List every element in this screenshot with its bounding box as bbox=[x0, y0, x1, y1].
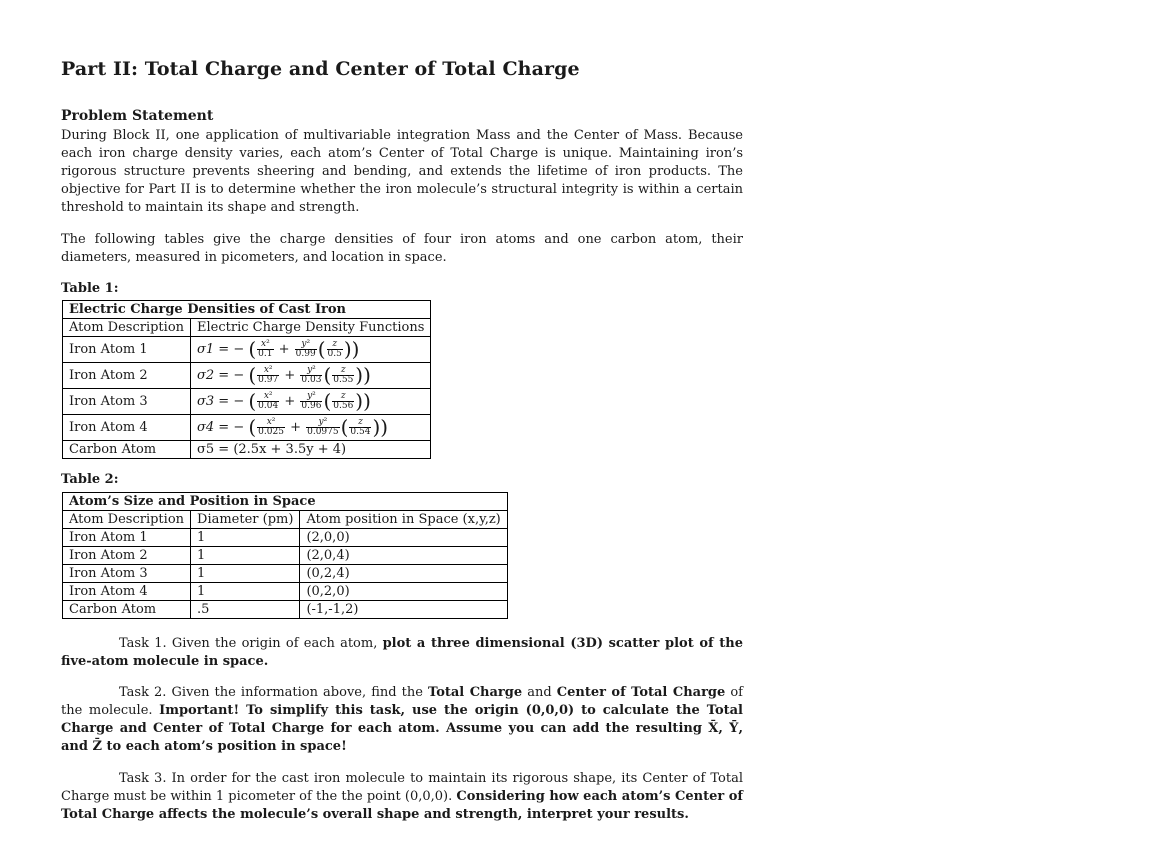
atom-diameter: 1 bbox=[191, 583, 300, 601]
table1-caption: Table 1: bbox=[61, 281, 119, 296]
table-row bbox=[63, 441, 431, 459]
atom-name: Iron Atom 2 bbox=[63, 363, 191, 389]
atom-name: Iron Atom 4 bbox=[63, 583, 191, 601]
table-row bbox=[63, 389, 431, 415]
table1-header-function: Electric Charge Density Functions bbox=[191, 319, 431, 337]
table-row bbox=[63, 363, 431, 389]
table-row bbox=[63, 415, 431, 441]
atom-name: Iron Atom 1 bbox=[63, 337, 191, 363]
atom-position: (0,2,0) bbox=[300, 583, 507, 601]
page-title: Part II: Total Charge and Center of Total Charge bbox=[61, 58, 580, 80]
atom-name: Iron Atom 2 bbox=[63, 547, 191, 565]
atom-position: (2,0,4) bbox=[300, 547, 507, 565]
table-row bbox=[63, 547, 508, 565]
table2-header-diameter: Diameter (pm) bbox=[191, 511, 300, 529]
task-2: Task 2. Given the information above, find the Total Charge and Center of Total Charge of the molecule. Important! To simplify this task, use the origin (0,0,0) to calculate the Total Charge and Center of Total Charge for each atom. Assume you can add the resulting X̄, Ȳ, and Z̄ to each atom’s position in space! bbox=[61, 685, 743, 754]
table-row bbox=[63, 583, 508, 601]
atom-position: (0,2,4) bbox=[300, 565, 507, 583]
section-heading: Problem Statement bbox=[61, 108, 214, 124]
table-row bbox=[63, 601, 508, 619]
atom-name: Carbon Atom bbox=[63, 441, 191, 459]
density-formula: σ2 = − ( $\frac{\text{x²}}{0.97}$ + $\frac{\text{y²}}{0.03}$ ( $\frac{z}{0.55}$ )) bbox=[191, 363, 431, 389]
task-3: Task 3. In order for the cast iron molecule to maintain its rigorous shape, its Center of Total Charge must be within 1 picometer of the the point (0,0,0). Considering how each atom’s Center of Total Charge affects the molecule’s overall shape and strength, interpret your results. bbox=[61, 771, 744, 822]
table-row bbox=[63, 565, 508, 583]
table2-header-position: Atom position in Space (x,y,z) bbox=[300, 511, 507, 529]
table2-title: Atom’s Size and Position in Space bbox=[63, 493, 508, 511]
tables-intro-paragraph: The following tables give the charge densities of four iron atoms and one carbon atom, their diameters, measured in picometers, and location in space. bbox=[61, 232, 743, 265]
task-1-label: Task 1. bbox=[119, 636, 167, 651]
task-2-label: Task 2. bbox=[119, 685, 167, 700]
atom-name: Iron Atom 3 bbox=[63, 565, 191, 583]
task-1: Task 1. Given the origin of each atom, plot a three dimensional (3D) scatter plot of the five-atom molecule in space. bbox=[61, 636, 743, 669]
table2-header-atom: Atom Description bbox=[63, 511, 191, 529]
atom-diameter: 1 bbox=[191, 565, 300, 583]
atom-diameter: 1 bbox=[191, 547, 300, 565]
table-row bbox=[63, 529, 508, 547]
atom-name: Iron Atom 1 bbox=[63, 529, 191, 547]
task-3-label: Task 3. bbox=[119, 771, 167, 786]
problem-paragraph: During Block II, one application of multivariable integration Mass and the Center of Mass. Because each iron charge density varies, each atom’s Center of Total Charge is unique. Maintaining iron’s rigorous structure prevents sheering and bending, and extends the lifetime of iron products. The objective for Part II is to determine whether the iron molecule’s structural integrity is within a certain threshold to maintain its shape and strength. bbox=[61, 128, 743, 215]
density-formula: σ3 = − ( $\frac{\text{x²}}{0.04}$ + $\frac{\text{y²}}{0.96}$ ( $\frac{z}{0.56}$ )) bbox=[191, 389, 431, 415]
atom-position-table bbox=[62, 492, 508, 619]
density-formula: σ4 = − ( $\frac{\text{x²}}{0.025}$ + $\frac{\text{y²}}{0.0975}$ ( $\frac{z}{0.54}$ )) bbox=[191, 415, 431, 441]
table1-header-atom: Atom Description bbox=[63, 319, 191, 337]
charge-density-table bbox=[62, 300, 431, 459]
atom-name: Carbon Atom bbox=[63, 601, 191, 619]
atom-diameter: .5 bbox=[191, 601, 300, 619]
atom-name: Iron Atom 4 bbox=[63, 415, 191, 441]
table-row bbox=[63, 337, 431, 363]
atom-name: Iron Atom 3 bbox=[63, 389, 191, 415]
density-formula: σ1 = − ( $\frac{\text{x²}}{0.1}$ + $\frac{\text{y²}}{0.99}$ ( $\frac{z}{0.5}$ )) bbox=[191, 337, 431, 363]
atom-position: (-1,-1,2) bbox=[300, 601, 507, 619]
table1-title: Electric Charge Densities of Cast Iron bbox=[63, 301, 431, 319]
atom-position: (2,0,0) bbox=[300, 529, 507, 547]
atom-diameter: 1 bbox=[191, 529, 300, 547]
density-formula: σ5 = (2.5x + 3.5y + 4) bbox=[191, 441, 431, 459]
table2-caption: Table 2: bbox=[61, 472, 119, 487]
